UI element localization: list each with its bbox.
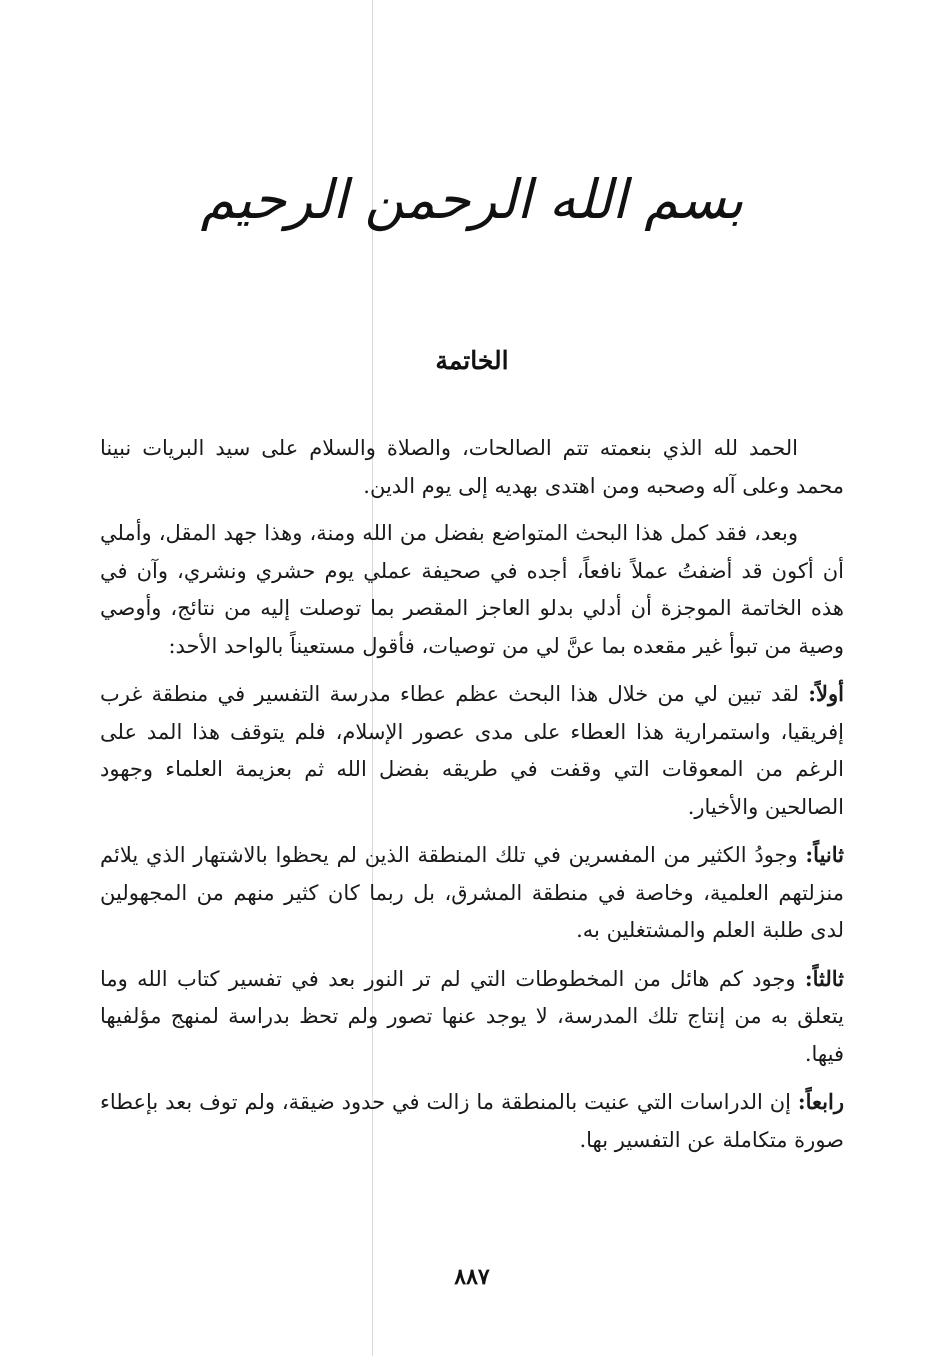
paragraph — [100, 1083, 844, 1159]
paragraph — [100, 430, 844, 505]
paragraph — [100, 960, 844, 1074]
page-number: ٨٨٧ — [454, 1264, 490, 1290]
paragraph — [100, 515, 844, 665]
paragraph — [100, 836, 844, 950]
paragraph-text: وجودُ الكثير من المفسرين في تلك المنطقة الذين لم يحظوا بالاشتهار الذي يلائم منزلتهم العلمية، وخاصة في منطقة المشرق، بل ربما كان كثير منهم من المجهولين لدى طلبة العلم والمشتغلين به. — [100, 843, 844, 942]
paragraph-lead: ثانياً: — [805, 842, 844, 867]
paragraph-lead: أولاً: — [808, 681, 844, 706]
paragraph-lead: رابعاً: — [797, 1089, 844, 1114]
paragraph-text: الحمد لله الذي بنعمته تتم الصالحات، والصلاة والسلام على سيد البريات نبينا محمد وعلى آله وصحبه ومن اهتدى بهديه إلى يوم الدين. — [100, 436, 844, 498]
paragraph-text: لقد تبين لي من خلال هذا البحث عظم عطاء مدرسة التفسير في منطقة غرب إفريقيا، واستمرارية هذا العطاء على مدى عصور الإسلام، فلم يتوقف هذا المد على الرغم من المعوقات التي وقفت في طريقه بفضل الله ثم بعزيمة العلماء وجهود الصالحين والأخيار. — [100, 682, 844, 819]
paragraph-lead: ثالثاً: — [804, 965, 844, 991]
paragraph — [100, 675, 844, 826]
basmala-calligraphy: بسم الله الرحمن الرحيم — [200, 168, 744, 231]
paragraph-text: وبعد، فقد كمل هذا البحث المتواضع بفضل من الله ومنة، وهذا جهد المقل، وأملي أن أكون قد أضفتُ عملاً نافعاً، أجده في صحيفة عملي يوم حشري ونشري، وآن في هذه الخاتمة الموجزة أن أدلي بدلو العاجز المقصر بما توصلت إليه من نتائج، وأوصي وصية من تبوأ غير مقعده بما عنَّ لي من توصيات، فأقول مستعيناً بالواحد الأحد: — [100, 521, 844, 658]
paragraph-text: إن الدراسات التي عنيت بالمنطقة ما زالت في حدود ضيقة، ولم توف بعد بإعطاء صورة متكاملة عن التفسير بها. — [100, 1090, 844, 1152]
body-text — [100, 430, 844, 1169]
chapter-title: الخاتمة — [435, 346, 509, 375]
paragraph-text: وجود كم هائل من المخطوطات التي لم تر النور بعد في تفسير كتاب الله وما يتعلق به من إنتاج تلك المدرسة، لا يوجد عنها تصور ولم تحظ بدراسة لمنهج مؤلفيها فيها. — [100, 966, 844, 1066]
